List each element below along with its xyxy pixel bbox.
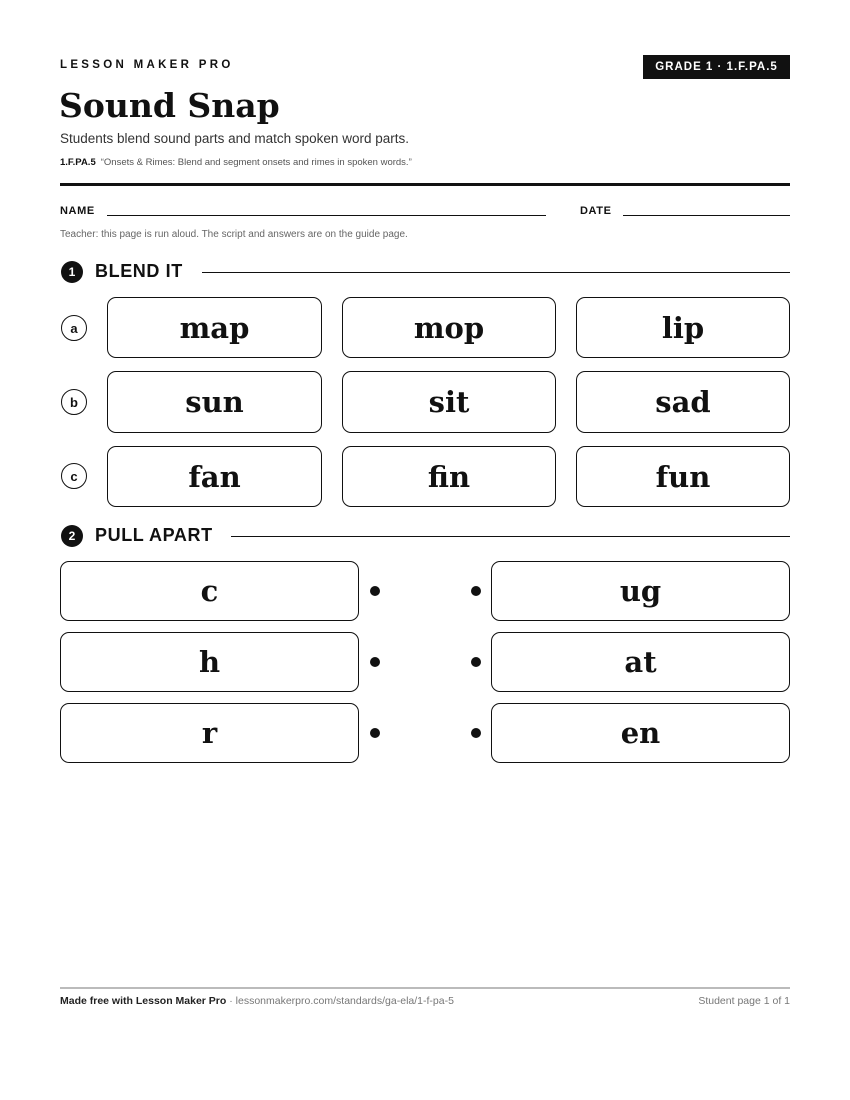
date-label: DATE bbox=[580, 205, 612, 217]
onset-card[interactable]: c bbox=[60, 561, 359, 621]
footer-separator: · bbox=[226, 995, 236, 1007]
brand-name: LESSON MAKER PRO bbox=[60, 59, 234, 71]
match-dot-right[interactable] bbox=[471, 728, 481, 738]
header-divider bbox=[60, 183, 790, 186]
row-letter-b: b bbox=[61, 389, 87, 415]
match-dot-left[interactable] bbox=[370, 728, 380, 738]
word-card[interactable]: fin bbox=[342, 446, 556, 507]
word-card[interactable]: sit bbox=[342, 371, 556, 433]
footer-page-number: Student page 1 of 1 bbox=[698, 995, 790, 1007]
word-card[interactable]: sad bbox=[576, 371, 790, 433]
word-card[interactable]: sun bbox=[107, 371, 322, 433]
name-field-line[interactable] bbox=[107, 215, 546, 216]
section-2-number-badge: 2 bbox=[61, 525, 83, 547]
teacher-note: Teacher: this page is run aloud. The script and answers are on the guide page. bbox=[60, 229, 408, 240]
match-dot-left[interactable] bbox=[370, 586, 380, 596]
word-card[interactable]: lip bbox=[576, 297, 790, 358]
word-card[interactable]: mop bbox=[342, 297, 556, 358]
standard-code: 1.F.PA.5 bbox=[60, 157, 96, 168]
footer-credit bbox=[60, 995, 454, 1007]
name-label: NAME bbox=[60, 205, 95, 217]
standard-text: “Onsets & Rimes: Blend and segment onsets and rimes in spoken words.” bbox=[100, 157, 412, 168]
word-card[interactable]: map bbox=[107, 297, 322, 358]
grade-badge: GRADE 1 · 1.F.PA.5 bbox=[643, 55, 790, 79]
section-1-number-badge: 1 bbox=[61, 261, 83, 283]
rime-card[interactable]: en bbox=[491, 703, 790, 763]
row-letter-c: c bbox=[61, 463, 87, 489]
page-subtitle: Students blend sound parts and match spoken word parts. bbox=[60, 131, 409, 146]
footer-divider bbox=[60, 987, 790, 989]
match-dot-right[interactable] bbox=[471, 586, 481, 596]
footer-url[interactable]: lessonmakerpro.com/standards/ga-ela/1-f-pa-5 bbox=[235, 995, 454, 1007]
rime-card[interactable]: ug bbox=[491, 561, 790, 621]
date-field-line[interactable] bbox=[623, 215, 790, 216]
onset-card[interactable]: r bbox=[60, 703, 359, 763]
word-card[interactable]: fun bbox=[576, 446, 790, 507]
section-1-rule bbox=[202, 272, 790, 273]
section-1-title: BLEND IT bbox=[95, 261, 183, 281]
section-2-title: PULL APART bbox=[95, 525, 213, 545]
standard-line bbox=[60, 157, 412, 168]
match-dot-left[interactable] bbox=[370, 657, 380, 667]
match-dot-right[interactable] bbox=[471, 657, 481, 667]
footer-made-with: Made free with Lesson Maker Pro bbox=[60, 995, 227, 1007]
row-letter-a: a bbox=[61, 315, 87, 341]
onset-card[interactable]: h bbox=[60, 632, 359, 692]
section-2-rule bbox=[231, 536, 790, 537]
word-card[interactable]: fan bbox=[107, 446, 322, 507]
rime-card[interactable]: at bbox=[491, 632, 790, 692]
page-title: Sound Snap bbox=[59, 86, 280, 125]
